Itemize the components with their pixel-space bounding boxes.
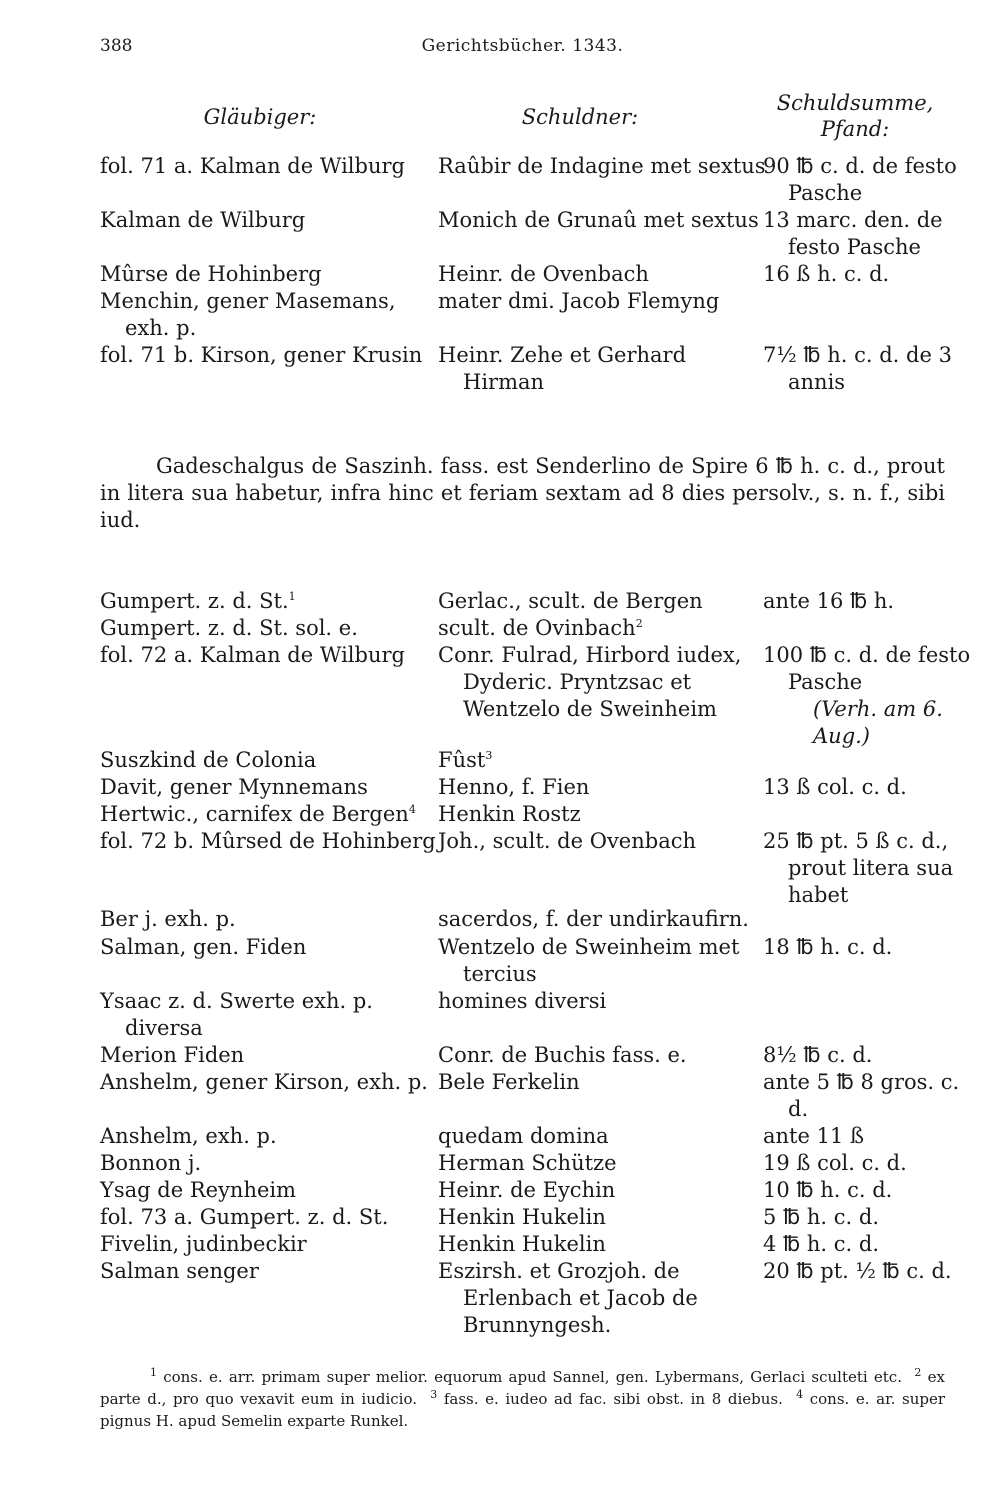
creditor: Ber j. exh. p.	[100, 907, 236, 931]
footnote-marker: 1	[288, 590, 296, 603]
debt-sum: 13 ß col. c. d.	[763, 775, 907, 799]
creditor: Menchin, gener Masemans, exh. p.	[100, 289, 396, 340]
debtor: Henkin Hukelin	[438, 1205, 606, 1229]
debt-sum: ante 16 ℔ h.	[763, 589, 895, 613]
creditor	[100, 801, 455, 828]
debtor: mater dmi. Jacob Flemyng	[438, 289, 720, 313]
column-heading-sum	[740, 90, 970, 142]
footnote-text: cons. e. arr. primam super melior. equorum apud Sannel, gen. Lybermans, Gerlaci sculteti etc.	[163, 1368, 902, 1386]
debt-sum: ante 11 ß	[763, 1124, 865, 1148]
debt-sum: 16 ß h. c. d.	[763, 262, 890, 286]
creditor: Suszkind de Colonia	[100, 748, 317, 772]
debt-sum: 13 marc. den. de festo Pasche	[763, 208, 943, 259]
debt-sum: 5 ℔ h. c. d.	[763, 1205, 879, 1229]
debtor: Henkin Hukelin	[438, 1232, 606, 1256]
debtor: Heinr. Zehe et Gerhard Hirman	[438, 343, 687, 394]
footnote-text: cons. e. ar. super pignus H. apud Semelin exparte Runkel.	[100, 1390, 946, 1430]
debtor: Bele Ferkelin	[438, 1070, 580, 1094]
debtor: Eszirsh. et Grozjoh. de Erlenbach et Jacob de Brunnyngesh.	[438, 1259, 698, 1337]
column-heading-debtor: Schuldner:	[521, 105, 639, 129]
creditor	[100, 588, 455, 615]
narrative-paragraph	[100, 453, 945, 534]
creditor: Mûrse de Hohinberg	[100, 262, 322, 286]
footnote-marker: 3	[485, 749, 493, 762]
debt-sum: 90 ℔ c. d. de festo Pasche	[763, 154, 957, 205]
footnote-number: 2	[914, 1366, 922, 1379]
footnote-text: ex parte d., pro quo vexavit eum in iudicio.	[100, 1368, 945, 1408]
debt-sum-text: 100 ℔ c. d. de festo Pasche	[763, 643, 971, 694]
debtor: Heinr. de Eychin	[438, 1178, 616, 1202]
creditor-text: Hertwic., carnifex de Bergen	[100, 802, 409, 826]
debtor: Conr. Fulrad, Hirbord iudex, Dyderic. Pryntzsac et Wentzelo de Sweinheim	[438, 643, 742, 721]
footnote-marker: 4	[408, 803, 416, 816]
debt-sum: 7½ ℔ h. c. d. de 3 annis	[763, 343, 952, 394]
footnote-text: fass. e. iudeo ad fac. sibi obst. in 8 diebus.	[443, 1390, 783, 1408]
page-number: 388	[100, 36, 133, 56]
debtor: Henno, f. Fien	[438, 775, 590, 799]
footnote-number: 1	[150, 1366, 157, 1379]
creditor: fol. 72 a. Kalman de Wilburg	[100, 643, 405, 667]
debtor: Wentzelo de Sweinheim met tercius	[438, 935, 740, 986]
creditor: Anshelm, gener Kirson, exh. p.	[100, 1070, 428, 1094]
creditor: Fivelin, judinbeckir	[100, 1232, 307, 1256]
column-heading-sum-line1: Schuldsumme,	[776, 91, 934, 115]
debt-sum: 25 ℔ pt. 5 ß c. d., prout litera sua habet	[763, 829, 954, 907]
creditor: Ysag de Reynheim	[100, 1178, 297, 1202]
creditor: Bonnon j.	[100, 1151, 202, 1175]
creditor: Salman, gen. Fiden	[100, 935, 307, 959]
creditor: fol. 72 b. Mûrsed de Hohinberg	[100, 829, 436, 853]
footnote-number: 4	[796, 1388, 804, 1401]
debt-sum: 19 ß col. c. d.	[763, 1151, 907, 1175]
paragraph-text: Gadeschalgus de Saszinh. fass. est Senderlino de Spire 6 ℔ h. c. d., prout in litera sua habetur, infra hinc et feriam sextam ad 8 dies persolv., s. n. f., sibi iud.	[100, 454, 945, 532]
debtor: Monich de Grunaû met sextus	[438, 208, 759, 232]
creditor-text: Gumpert. z. d. St.	[100, 589, 289, 613]
debt-sum: 8½ ℔ c. d.	[763, 1043, 873, 1067]
debt-sum: 10 ℔ h. c. d.	[763, 1178, 893, 1202]
debt-sum	[763, 642, 978, 750]
footnote-number: 3	[430, 1388, 438, 1401]
debtor: Heinr. de Ovenbach	[438, 262, 649, 286]
page-header	[100, 36, 945, 64]
debt-sum: ante 5 ℔ 8 gros. c. d.	[763, 1070, 960, 1121]
debtor: Raûbir de Indagine met sextus	[438, 154, 766, 178]
running-title: Gerichtsbücher. 1343.	[421, 36, 624, 56]
debt-sum: 4 ℔ h. c. d.	[763, 1232, 879, 1256]
creditor: fol. 73 a. Gumpert. z. d. St.	[100, 1205, 389, 1229]
footnote-marker: 2	[635, 617, 643, 630]
debtor: Conr. de Buchis fass. e.	[438, 1043, 687, 1067]
creditor: Anshelm, exh. p.	[100, 1124, 277, 1148]
creditor: fol. 71 a. Kalman de Wilburg	[100, 154, 405, 178]
creditor: Merion Fiden	[100, 1043, 245, 1067]
column-heading-creditor: Gläubiger:	[203, 105, 317, 129]
creditor: fol. 71 b. Kirson, gener Krusin	[100, 343, 423, 367]
creditor: Ysaac z. d. Swerte exh. p. diversa	[100, 989, 373, 1040]
debtor	[438, 615, 783, 642]
debt-sum: 18 ℔ h. c. d.	[763, 935, 893, 959]
debt-sum: 20 ℔ pt. ½ ℔ c. d.	[763, 1259, 952, 1283]
debtor: Gerlac., scult. de Bergen	[438, 589, 703, 613]
creditor: Salman senger	[100, 1259, 259, 1283]
debtor: quedam domina	[438, 1124, 609, 1148]
debtor: Joh., scult. de Ovenbach	[438, 829, 697, 853]
debtor: Herman Schütze	[438, 1151, 617, 1175]
debtor: Henkin Rostz	[438, 802, 581, 826]
creditor: Gumpert. z. d. St. sol. e.	[100, 616, 358, 640]
debtor: homines diversi	[438, 989, 607, 1013]
debtor: sacerdos, f. der undirkaufirn.	[438, 907, 749, 931]
creditor: Kalman de Wilburg	[100, 208, 306, 232]
debtor	[438, 747, 783, 774]
debtor-text: scult. de Ovinbach	[438, 616, 636, 640]
creditor: Davit, gener Mynnemans	[100, 775, 368, 799]
debt-sum-note: (Verh. am 6. Aug.)	[813, 697, 943, 748]
column-heading-sum-line2: Pfand:	[820, 117, 890, 141]
footnotes	[100, 1366, 945, 1432]
debtor-text: Fûst	[438, 748, 486, 772]
